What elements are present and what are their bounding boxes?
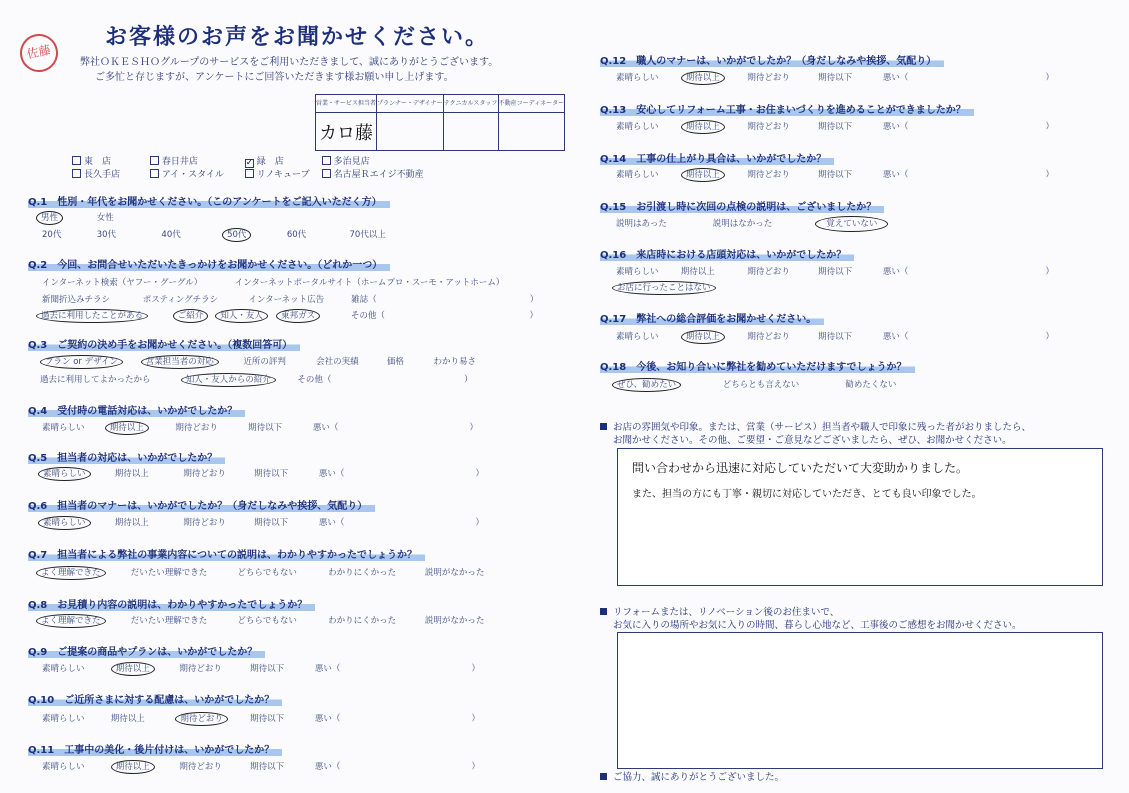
q8-option[interactable]: だいたい理解できた (130, 616, 208, 626)
q4-option[interactable]: 悪い（ (312, 423, 339, 433)
q10-option[interactable]: 素晴らしい (42, 714, 85, 724)
q9-option[interactable]: 悪い（ (314, 664, 341, 674)
q5-title: Q.5 担当者の対応は、いかがでしたか？ (28, 449, 225, 464)
q4-option[interactable]: 素晴らしい (42, 423, 85, 433)
q4-title: Q.4 受付時の電話対応は、いかがでしたか？ (28, 402, 245, 417)
q5-option-excellent-selected[interactable]: 素晴らしい (38, 467, 91, 481)
q4-option-above-selected[interactable]: 期待以上 (105, 421, 149, 435)
q2-option-friend-selected[interactable]: 知人・友人 (215, 309, 268, 323)
q16-option[interactable]: 期待以上 (680, 267, 715, 277)
comments-prompt-line-1: お店の雰囲気や印象。または、営業（サービス）担当者や職人で印象に残った者がおりましたら、 (613, 422, 1032, 433)
checkbox-icon (72, 156, 81, 165)
q16-title: Q.16 来店時における店頭対応は、いかがでしたか？ (600, 246, 854, 261)
q6-option-excellent-selected[interactable]: 素晴らしい (38, 516, 91, 530)
q3-title: Q.3 ご契約の決め手をお聞かせください。（複数回答可） (28, 336, 300, 351)
q8-option-understood-selected[interactable]: よく理解できた (36, 614, 106, 628)
q13-option-above-selected[interactable]: 期待以上 (681, 120, 725, 134)
q7-option[interactable]: わかりにくかった (328, 568, 397, 578)
comments-prompt (600, 421, 1031, 447)
q7-option[interactable]: どちらでもない (237, 568, 297, 578)
store-option[interactable]: 春日井店 (150, 154, 242, 167)
store-option[interactable]: 名古屋Ｒエイジ不動産 (322, 167, 424, 180)
q5-option[interactable]: 期待以下 (254, 469, 289, 479)
q2-option-magazine[interactable]: 雑誌（ (351, 295, 377, 305)
q6-options: 素晴らしい 期待以上 期待どおり 期待以下 悪い（ ） (38, 516, 484, 528)
comments-prompt-line-2: お聞かせください。その他、ご要望・ご意見などございましたら、ぜひ、お聞かせください。 (613, 435, 1012, 446)
q3-option[interactable]: 価格 (386, 357, 404, 367)
closing-text: ご協力、誠にありがとうございました。 (613, 772, 785, 783)
q1-gender-male-selected[interactable]: 男性 (36, 211, 63, 225)
q10-title: Q.10 ご近所さまに対する配慮は、いかがでしたか？ (28, 691, 282, 706)
q13-option[interactable]: 悪い（ (882, 122, 909, 132)
reform-prompt-line-1: リフォームまたは、リノベーション後のお住まいで、 (613, 607, 840, 618)
q2-row-1 (42, 276, 504, 288)
technical-cell (443, 113, 498, 151)
q3-option[interactable]: 会社の実績 (316, 357, 359, 367)
q1-age-option[interactable]: 20代 (42, 230, 62, 240)
q3-option[interactable]: わかり易さ (433, 357, 477, 367)
store-option-checked[interactable]: ✓ 緑 店 (245, 157, 284, 168)
q3-option[interactable]: 近所の評判 (243, 357, 286, 367)
staff-role-table (315, 94, 565, 151)
q9-options: 素晴らしい 期待以上 期待どおり 期待以下 悪い（ ） (42, 664, 481, 674)
q9-option-above-selected[interactable]: 期待以上 (111, 662, 155, 676)
q14-option[interactable]: 素晴らしい (616, 170, 659, 180)
q3-row-2: 過去に利用してよかったから 知人・友人からの紹介 その他（ ） (40, 375, 473, 385)
q15-option[interactable]: 説明はあった (616, 219, 667, 229)
q1-title: Q.1 性別・年代をお聞かせください。（このアンケートをご記入いただく方） (28, 193, 390, 208)
q5-option[interactable]: 期待以上 (114, 469, 149, 479)
q9-option[interactable]: 期待どおり (179, 664, 222, 674)
checkbox-icon (245, 169, 254, 178)
q2-option-tohogas-selected[interactable]: 東邦ガス (276, 309, 320, 323)
q16-option[interactable]: 悪い（ (882, 267, 909, 277)
q13-title: Q.13 安心してリフォーム工事・お住まいづくりを進めることができましたか？ (600, 101, 974, 116)
q11-option-above-selected[interactable]: 期待以上 (111, 760, 155, 774)
q14-option[interactable]: 悪い（ (882, 170, 909, 180)
checkbox-icon (322, 156, 331, 165)
q6-option[interactable]: 期待どおり (183, 518, 226, 528)
q11-option[interactable]: 悪い（ (314, 762, 341, 772)
store-row-1 (72, 154, 370, 168)
realestate-cell (498, 113, 565, 151)
q4-option[interactable]: 期待どおり (175, 423, 218, 433)
q7-option[interactable]: だいたい理解できた (130, 568, 208, 578)
q15-option-dont-remember-selected[interactable]: 覚えていない (815, 216, 888, 232)
q11-option[interactable]: 期待以下 (250, 762, 285, 772)
q14-options: 素晴らしい 期待以上 期待どおり 期待以下 悪い（ ） (616, 170, 1055, 180)
q11-option[interactable]: 素晴らしい (42, 762, 85, 772)
checkbox-icon (150, 156, 159, 165)
store-option[interactable]: 長久手店 (72, 167, 147, 180)
reform-prompt-line-2: お気に入りの場所やお気に入りの時間、暮らし心地など、工事後のご感想をお聞かせください。 (613, 620, 1022, 631)
q15-options (616, 217, 888, 229)
q2-row-3: 過去に利用したことがある ご紹介 知人・友人 東邦ガス その他（ ） (36, 309, 538, 321)
q14-option[interactable]: 期待どおり (747, 170, 790, 180)
intro-line-2: ご多忙と存じますが、アンケートにご回答いただきます様お願い申し上げます。 (95, 72, 454, 83)
checkbox-icon (72, 169, 81, 178)
q1-age-row (42, 228, 386, 240)
closing-line (600, 771, 784, 784)
handwritten-comment-line-2: また、担当の方にも丁寧・親切に対応していただき、とても良い印象でした。 (632, 489, 982, 500)
section-bullet-icon (600, 773, 607, 780)
q18-option[interactable]: 勧めたくない (845, 380, 897, 390)
sales-staff-name: カロ藤 (316, 113, 377, 151)
q13-option[interactable]: 期待以下 (818, 122, 853, 132)
q17-option-above-selected[interactable]: 期待以上 (681, 330, 725, 344)
comments-textarea[interactable] (617, 448, 1103, 586)
store-row-2 (72, 167, 424, 180)
store-option[interactable]: アイ・スタイル (150, 167, 242, 180)
q13-options: 素晴らしい 期待以上 期待どおり 期待以下 悪い（ ） (616, 122, 1055, 132)
q17-option[interactable]: 素晴らしい (616, 332, 659, 342)
store-option[interactable]: 多治見店 (322, 154, 370, 167)
q4-options: 素晴らしい 期待以上 期待どおり 期待以下 悪い（ ） (42, 423, 479, 433)
q9-title: Q.9 ご提案の商品やプランは、いかがでしたか？ (28, 643, 265, 658)
q8-option[interactable]: 説明がなかった (424, 616, 485, 626)
q9-option[interactable]: 素晴らしい (42, 664, 85, 674)
reform-feedback-textarea[interactable] (617, 632, 1103, 769)
q18-option[interactable]: どちらとも言えない (722, 380, 800, 390)
q1-age-option[interactable]: 60代 (286, 230, 307, 240)
q8-options (36, 614, 484, 626)
q1-gender-female[interactable]: 女性 (96, 213, 114, 223)
q12-option[interactable]: 期待どおり (747, 73, 790, 83)
q13-option[interactable]: 期待どおり (747, 122, 790, 132)
q7-options (36, 566, 484, 578)
q8-option[interactable]: わかりにくかった (328, 616, 397, 626)
q5-option[interactable]: 期待どおり (183, 469, 226, 479)
q2-option[interactable]: 新聞折込みチラシ (42, 295, 111, 305)
section-bullet-icon (600, 423, 607, 430)
q10-option[interactable]: 期待以上 (110, 714, 145, 724)
q16-option[interactable]: 素晴らしい (616, 267, 659, 277)
q18-title: Q.18 今後、お知り合いに弊社を勧めていただけますでしょうか？ (600, 358, 915, 373)
handwritten-comment-line-1: 問い合わせから迅速に対応していただいて大変助かりました。 (632, 461, 969, 475)
q14-option-above-selected[interactable]: 期待以上 (681, 168, 725, 182)
q2-option[interactable]: インターネットポータルサイト（ホームプロ・スーモ・アットホーム） (234, 278, 505, 288)
q16-extra-row (612, 281, 716, 293)
seal-stamp (16, 30, 61, 75)
page-title: お客様のお声をお聞かせください。 (105, 25, 490, 50)
q3-option-sales-selected[interactable]: 営業担当者の対応 (141, 355, 219, 369)
store-option[interactable]: 東 店 (72, 154, 147, 167)
q17-options: 素晴らしい 期待以上 期待どおり 期待以下 悪い（ ） (616, 332, 1055, 342)
q10-option-expected-selected[interactable]: 期待どおり (175, 712, 228, 726)
q17-option[interactable]: 期待どおり (747, 332, 790, 342)
checkbox-icon (150, 169, 159, 178)
q6-title: Q.6 担当者のマナーは、いかがでしたか？（身だしなみや挨拶、気配り） (28, 497, 375, 512)
q10-options: 素晴らしい 期待以上 期待どおり 期待以下 悪い（ ） (42, 714, 481, 724)
q18-option-recommend-selected[interactable]: ぜひ、勧めたい (612, 378, 681, 392)
q16-option-never-visited-selected[interactable]: お店に行ったことはない (612, 281, 716, 295)
q3-option-plan-selected[interactable]: プラン or デザイン (40, 355, 123, 369)
role-header-technical: テクニカルスタッフ (443, 95, 498, 113)
q16-option[interactable]: 期待どおり (747, 267, 790, 277)
q12-option[interactable]: 悪い（ (882, 73, 909, 83)
q6-option[interactable]: 悪い（ (318, 518, 345, 528)
q3-option-other[interactable]: その他（ (297, 375, 332, 385)
role-header-planner: プランナー・デザイナー (377, 95, 444, 113)
q2-option-referral-selected[interactable]: ご紹介 (173, 309, 209, 323)
q5-options: 素晴らしい 期待以上 期待どおり 期待以下 悪い（ ） (38, 467, 484, 479)
role-header-realestate: 不動産コーディネーター (498, 95, 565, 113)
q8-title: Q.8 お見積り内容の説明は、わかりやすかったでしょうか？ (28, 596, 315, 611)
q2-option-other[interactable]: その他（ (350, 311, 385, 321)
seal-stamp-text: 佐藤 (25, 42, 52, 62)
section-bullet-icon (600, 608, 607, 615)
q6-option[interactable]: 期待以上 (114, 518, 149, 528)
checked-box-icon: ✓ (245, 158, 254, 168)
q1-age-50s-selected[interactable]: 50代 (222, 228, 251, 242)
planner-cell (377, 113, 444, 151)
q14-title: Q.14 工事の仕上がり具合は、いかがでしたか？ (600, 150, 834, 165)
q15-title: Q.15 お引渡し時に次回の点検の説明は、ございましたか？ (600, 198, 884, 213)
q1-age-option[interactable]: 30代 (96, 230, 117, 240)
q12-option[interactable]: 期待以下 (818, 73, 853, 83)
q12-options: 素晴らしい 期待以上 期待どおり 期待以下 悪い（ ） (616, 73, 1055, 83)
q17-title: Q.17 弊社への総合評価をお聞かせください。 (600, 310, 824, 325)
q10-option[interactable]: 期待以下 (250, 714, 285, 724)
reform-prompt (600, 606, 1022, 632)
q13-option[interactable]: 素晴らしい (616, 122, 659, 132)
q12-option-above-selected[interactable]: 期待以上 (681, 71, 725, 85)
q1-age-option[interactable]: 70代以上 (349, 230, 386, 240)
intro-line-1: 弊社ＯＫＥＳＨＯグループのサービスをご利用いただきまして、誠にありがとうございます。 (80, 57, 499, 68)
q12-title: Q.12 職人のマナーは、いかがでしたか？（身だしなみや挨拶、気配り） (600, 52, 944, 67)
q1-age-option[interactable]: 40代 (161, 230, 181, 240)
q2-option[interactable]: ポスティングチラシ (142, 295, 219, 305)
store-option[interactable]: リノキューブ (245, 167, 319, 180)
q16-options: 素晴らしい 期待以上 期待どおり 期待以下 悪い（ ） (616, 267, 1055, 277)
q6-option[interactable]: 期待以下 (254, 518, 289, 528)
q1-gender-row (36, 211, 114, 223)
q4-option[interactable]: 期待以下 (248, 423, 283, 433)
q11-option[interactable]: 期待どおり (179, 762, 222, 772)
q15-option[interactable]: 説明はなかった (712, 219, 773, 229)
q12-option[interactable]: 素晴らしい (616, 73, 659, 83)
q7-option[interactable]: 説明がなかった (424, 568, 485, 578)
q3-option-friend-referral-selected[interactable]: 知人・友人からの紹介 (181, 373, 276, 387)
q2-option[interactable]: インターネット検索（ヤフー・グーグル） (42, 278, 203, 288)
checkbox-icon (322, 169, 331, 178)
q11-title: Q.11 工事中の美化・後片付けは、いかがでしたか？ (28, 741, 282, 756)
q2-row-2: 新聞折込みチラシ ポスティングチラシ インターネット広告 雑誌（ ） (42, 295, 539, 305)
q2-title: Q.2 今回、お問合せいただいたきっかけをお聞かせください。（どれか一つ） (28, 256, 390, 271)
role-header-sales: 営業・サービス担当者 (316, 95, 377, 113)
q14-option[interactable]: 期待以下 (818, 170, 853, 180)
q5-option[interactable]: 悪い（ (318, 469, 345, 479)
q16-option[interactable]: 期待以下 (818, 267, 853, 277)
q11-options: 素晴らしい 期待以上 期待どおり 期待以下 悪い（ ） (42, 762, 481, 772)
q9-option[interactable]: 期待以下 (250, 664, 285, 674)
q7-option-understood-selected[interactable]: よく理解できた (36, 566, 106, 580)
q3-option[interactable]: 過去に利用してよかったから (40, 375, 151, 385)
q18-options (612, 378, 896, 390)
q7-title: Q.7 担当者による弊社の事業内容についての説明は、わかりやすかったでしょうか？ (28, 546, 425, 561)
q2-option[interactable]: インターネット広告 (248, 295, 325, 305)
q8-option[interactable]: どちらでもない (237, 616, 297, 626)
q2-option-past-use-selected[interactable]: 過去に利用したことがある (36, 309, 148, 323)
q17-option[interactable]: 悪い（ (882, 332, 909, 342)
q17-option[interactable]: 期待以下 (818, 332, 853, 342)
q3-row-1 (40, 355, 476, 367)
q10-option[interactable]: 悪い（ (314, 714, 341, 724)
